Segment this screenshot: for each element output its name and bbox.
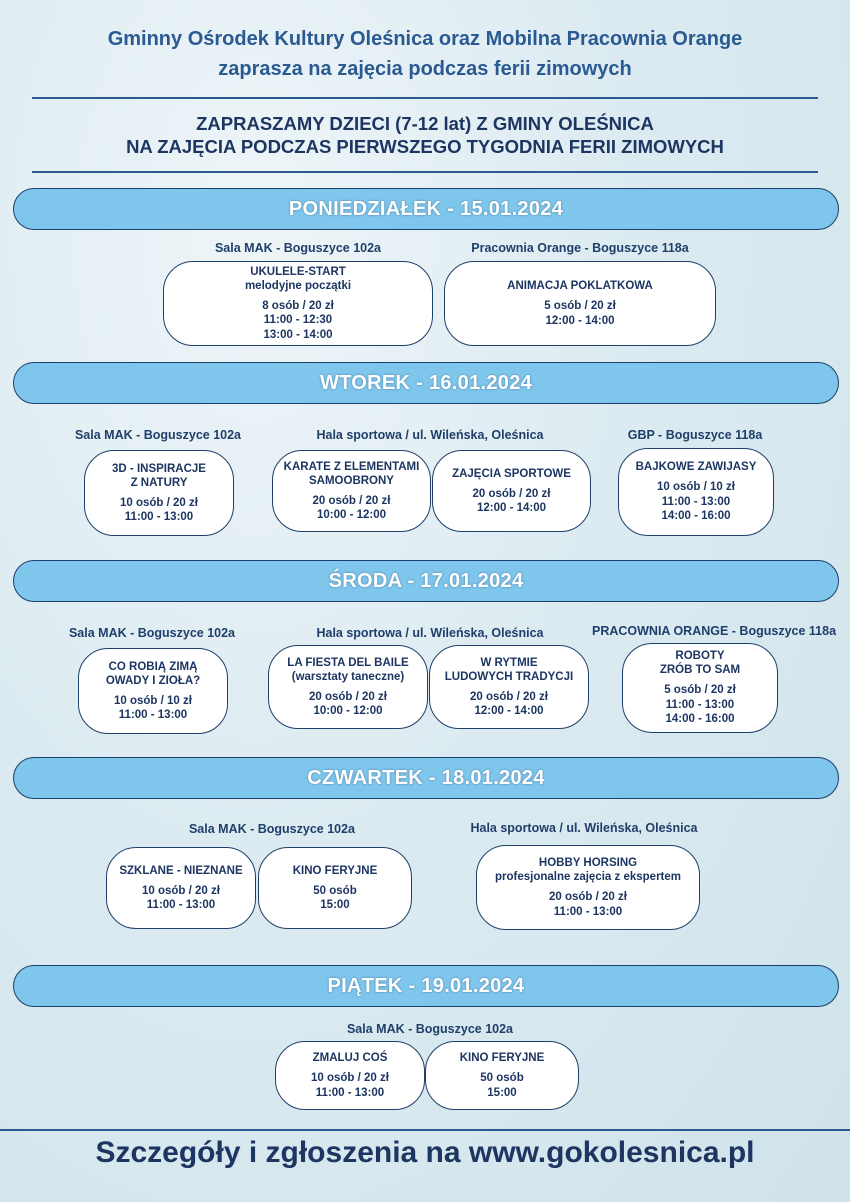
venue-label: Sala MAK - Boguszyce 102a (68, 626, 236, 640)
activity-details: 10 osób / 10 zł 11:00 - 13:00 14:00 - 16:00 (657, 481, 735, 523)
activity-name: SZKLANE - NIEZNANE (119, 864, 243, 877)
header-divider (32, 97, 818, 99)
activity-name: ZAJĘCIA SPORTOWE (452, 467, 571, 480)
activity-card (272, 450, 431, 532)
activity-name: LA FIESTA DEL BAILE (warsztaty taneczne) (287, 656, 409, 683)
footer-divider (0, 1129, 850, 1131)
activity-card (258, 847, 412, 929)
activity-name: KARATE Z ELEMENTAMI SAMOOBRONY (283, 460, 420, 487)
activity-details: 10 osób / 20 zł 11:00 - 13:00 (142, 884, 220, 911)
activity-name: ROBOTY ZRÓB TO SAM (659, 650, 741, 677)
day-bar-tuesday: WTOREK - 16.01.2024 (13, 362, 839, 404)
activity-details: 8 osób / 20 zł 11:00 - 12:30 13:00 - 14:00 (262, 299, 334, 341)
activity-details: 50 osób 15:00 (480, 1072, 524, 1099)
activity-details: 20 osób / 20 zł 12:00 - 14:00 (470, 690, 548, 717)
header-divider-2 (32, 171, 818, 173)
activity-details: 20 osób / 20 zł 10:00 - 12:00 (309, 690, 387, 717)
activity-name: 3D - INSPIRACJE Z NATURY (112, 462, 206, 489)
venue-label: Sala MAK - Boguszyce 102a (74, 428, 242, 442)
activity-name: ANIMACJA POKLATKOWA (507, 280, 653, 292)
venue-label: Sala MAK - Boguszyce 102a (346, 1022, 514, 1036)
activity-card (432, 450, 591, 532)
organizer-title-line1: Gminny Ośrodek Kultury Oleśnica oraz Mobilna Pracownia Orange (107, 28, 743, 50)
invitation-line1: ZAPRASZAMY DZIECI (7-12 lat) Z GMINY OLEŚNICA (196, 113, 654, 134)
activity-card (78, 648, 228, 734)
activity-name: ZMALUJ COŚ (312, 1052, 388, 1064)
activity-details: 10 osób / 20 zł 11:00 - 13:00 (311, 1072, 389, 1099)
activity-name: KINO FERYJNE (459, 1052, 545, 1064)
activity-card (425, 1041, 579, 1110)
day-bar-wednesday: ŚRODA - 17.01.2024 (13, 560, 839, 602)
activity-card (622, 643, 778, 733)
day-bar-friday: PIĄTEK - 19.01.2024 (13, 965, 839, 1007)
invitation-line2: NA ZAJĘCIA PODCZAS PIERWSZEGO TYGODNIA FERII ZIMOWYCH (126, 136, 724, 157)
activity-name: HOBBY HORSING profesjonalne zajęcia z ekspertem (495, 857, 681, 883)
day-bar-thursday: CZWARTEK - 18.01.2024 (13, 757, 839, 799)
footer-details-link: Szczegóły i zgłoszenia na www.gokolesnica.pl (95, 1136, 755, 1169)
activity-card (163, 261, 433, 346)
day-bar-monday: PONIEDZIAŁEK - 15.01.2024 (13, 188, 839, 230)
activity-details: 5 osób / 20 zł 12:00 - 14:00 (544, 300, 616, 327)
venue-label: Pracownia Orange - Boguszyce 118a (471, 241, 689, 255)
activity-card (444, 261, 716, 346)
activity-details: 5 osób / 20 zł 11:00 - 13:00 14:00 - 16:00 (664, 684, 736, 726)
activity-card (275, 1041, 425, 1110)
venue-label: Hala sportowa / ul. Wileńska, Oleśnica (316, 428, 544, 442)
activity-details: 10 osób / 10 zł 11:00 - 13:00 (114, 694, 192, 721)
venue-label: PRACOWNIA ORANGE - Boguszyce 118a (591, 624, 837, 638)
activity-name: BAJKOWE ZAWIJASY (635, 461, 757, 474)
activity-name: KINO FERYJNE (292, 864, 378, 877)
venue-label: Hala sportowa / ul. Wileńska, Oleśnica (316, 626, 544, 640)
activity-name: W RYTMIE LUDOWYCH TRADYCJI (444, 656, 574, 683)
activity-details: 20 osób / 20 zł 10:00 - 12:00 (312, 494, 391, 521)
activity-card (429, 645, 589, 729)
venue-label: Sala MAK - Boguszyce 102a (214, 241, 382, 255)
venue-label: Hala sportowa / ul. Wileńska, Oleśnica (470, 821, 698, 835)
activity-details: 10 osób / 20 zł 11:00 - 13:00 (120, 496, 198, 523)
activity-card (106, 847, 256, 929)
activity-card (268, 645, 428, 729)
activity-card (84, 450, 234, 536)
venue-label: GBP - Boguszyce 118a (627, 428, 763, 442)
venue-label: Sala MAK - Boguszyce 102a (188, 822, 356, 836)
activity-details: 50 osób 15:00 (313, 884, 357, 911)
activity-details: 20 osób / 20 zł 11:00 - 13:00 (549, 891, 627, 918)
activity-card (618, 448, 774, 536)
activity-card (476, 845, 700, 930)
activity-details: 20 osób / 20 zł 12:00 - 14:00 (472, 487, 551, 514)
activity-name: UKULELE-START melodyjne początki (244, 265, 352, 292)
activity-name: CO ROBIĄ ZIMĄ OWADY I ZIOŁA? (105, 660, 201, 687)
organizer-title-line2: zaprasza na zajęcia podczas ferii zimowych (218, 58, 632, 80)
